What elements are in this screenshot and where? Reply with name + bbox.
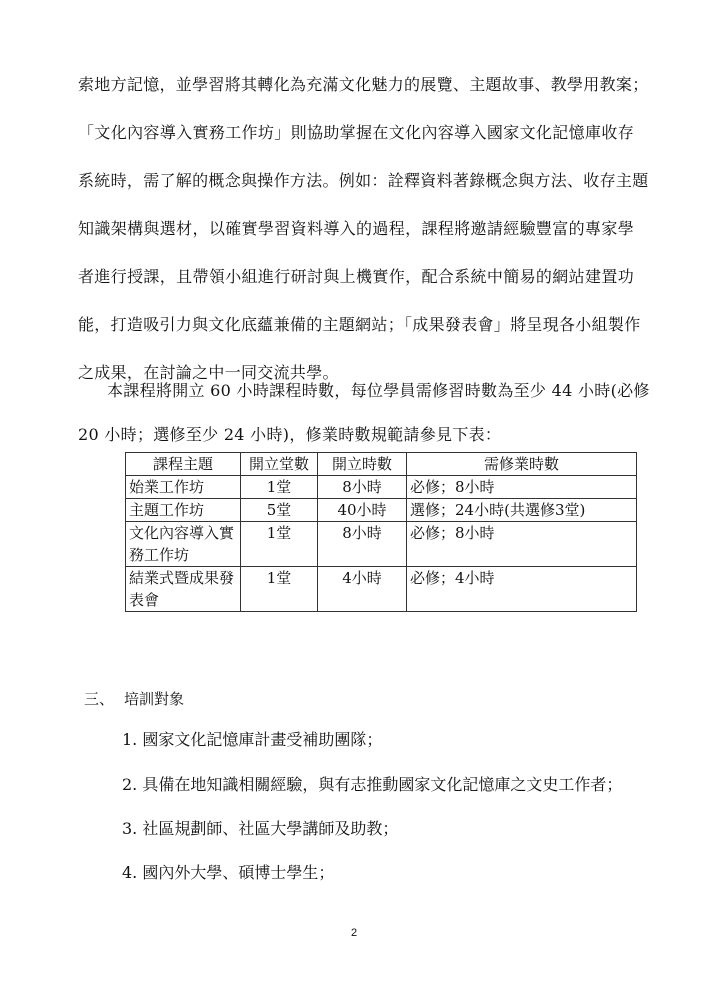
- cell-required: 選修；24小時(共選修3堂): [407, 499, 637, 522]
- section-heading: [84, 688, 184, 709]
- list-item: 4. 國內外大學、碩博士學生；: [122, 863, 335, 882]
- paragraph-line: 20 小時；選修至少 24 小時)，修業時數規範請參見下表：: [78, 425, 502, 444]
- course-hours-table: [125, 452, 637, 612]
- column-header-topic: 課程主題: [126, 453, 241, 476]
- cell-sessions: 1堂: [241, 567, 318, 612]
- section-title: 培訓對象: [124, 690, 185, 708]
- column-header-hours: 開立時數: [318, 453, 407, 476]
- cell-hours: 40小時: [318, 499, 407, 522]
- paragraph-line: 之成果，在討論之中一同交流共學。: [78, 363, 339, 382]
- paragraph-line: 「文化內容導入實務工作坊」則協助掌握在文化內容導入國家文化記憶庫收存: [78, 123, 634, 142]
- table-header-row: [126, 453, 637, 476]
- paragraph-line: 系統時，需了解的概念與操作方法。例如：詮釋資料著錄概念與方法、收存主題: [78, 171, 649, 190]
- cell-topic: 主題工作坊: [126, 499, 241, 522]
- column-header-sessions: 開立堂數: [241, 453, 318, 476]
- column-header-required: 需修業時數: [407, 453, 637, 476]
- cell-sessions: 1堂: [241, 476, 318, 499]
- cell-required: 必修；4小時: [407, 567, 637, 612]
- list-item: 3. 社區規劃師、社區大學講師及助教；: [122, 819, 399, 838]
- paragraph-line: 知識架構與選材，以確實學習資料導入的過程，課程將邀請經驗豐富的專家學: [78, 219, 634, 238]
- paragraph-line: 本課程將開立 60 小時課程時數，每位學員需修習時數為至少 44 小時(必修: [107, 381, 650, 400]
- table-row: [126, 522, 637, 567]
- list-item: 2. 具備在地知識相關經驗，與有志推動國家文化記憶庫之文史工作者；: [122, 775, 623, 794]
- cell-hours: 8小時: [318, 476, 407, 499]
- cell-hours: 8小時: [318, 522, 407, 567]
- cell-sessions: 1堂: [241, 522, 318, 567]
- cell-hours: 4小時: [318, 567, 407, 612]
- table-row: [126, 476, 637, 499]
- paragraph-line: 能，打造吸引力與文化底蘊兼備的主題網站；「成果發表會」將呈現各小組製作: [78, 315, 641, 334]
- cell-topic: 始業工作坊: [126, 476, 241, 499]
- page-number: 2: [350, 927, 358, 939]
- paragraph-line: 索地方記憶，並學習將其轉化為充滿文化魅力的展覽、主題故事、教學用教案；: [78, 75, 649, 94]
- table-row: [126, 499, 637, 522]
- cell-topic: 文化內容導入實務工作坊: [126, 522, 241, 567]
- paragraph-line: 者進行授課，且帶領小組進行研討與上機實作，配合系統中簡易的網站建置功: [78, 267, 634, 286]
- cell-required: 必修；8小時: [407, 522, 637, 567]
- list-item: 1. 國家文化記憶庫計畫受補助團隊；: [122, 730, 383, 749]
- cell-sessions: 5堂: [241, 499, 318, 522]
- table-row: [126, 567, 637, 612]
- cell-required: 必修；8小時: [407, 476, 637, 499]
- section-number: 三、: [84, 690, 115, 708]
- cell-topic: 結業式暨成果發表會: [126, 567, 241, 612]
